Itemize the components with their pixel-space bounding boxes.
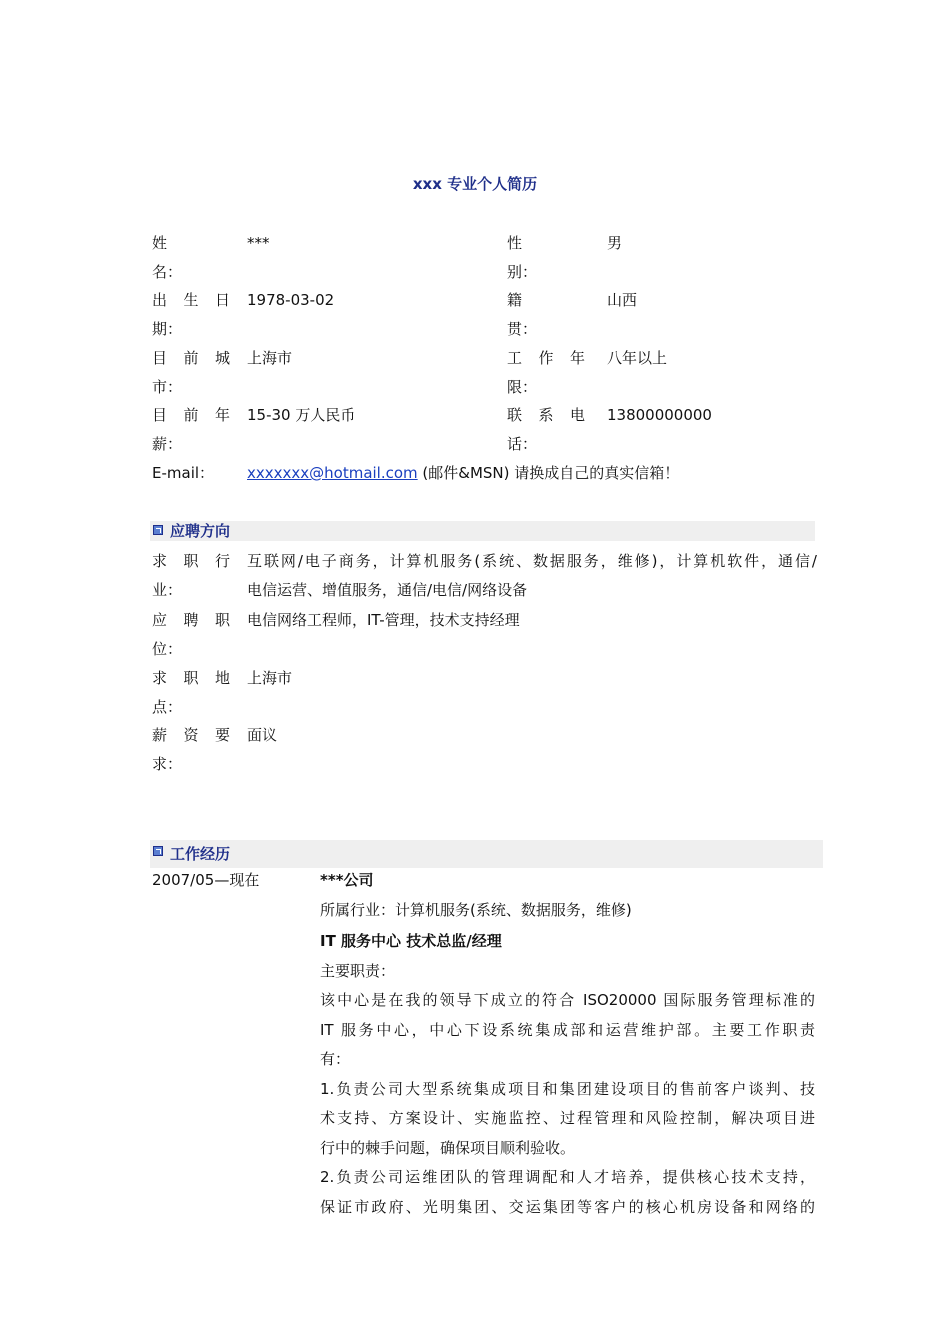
section-header-intent <box>150 521 815 541</box>
phone-value: 13800000000 <box>607 406 712 424</box>
years-value: 八年以上 <box>607 349 668 367</box>
salary-value: 15-30 万人民币 <box>247 406 356 424</box>
birth-value: 1978-03-02 <box>247 291 335 309</box>
section-arrow-icon <box>153 525 163 535</box>
work-description: 该中心是在我的领导下成立的符合 ISO20000 国际服务管理标准的 IT 服务中心，中心下设系统集成部和运营维护部。主要工作职责 有： 1.负责公司大型系统集成项目和集团建设项目的售前客户谈判、技 术支持、方案设计、实施监控、过程管理和风险控制，解决项目进 行中的棘手问题，确保项目顺利验收。 2.负责公司运维团队的管理调配和人才培养，提供核心技术支持， 保证市政府、光明集团、交运集团等客户的核心机房设备和网络的 <box>320 991 815 1216</box>
work-duties-label: 主要职责： <box>320 962 396 980</box>
work-role: IT 服务中心 技术总监/经理 <box>320 932 502 950</box>
section-header-work <box>150 840 823 868</box>
email-label: E-mail： <box>152 464 215 482</box>
work-period: 2007/05—现在 <box>152 871 260 889</box>
industry-value: 互联网/电子商务，计算机服务(系统、数据服务，维修)，计算机软件，通信/ 电信运营、增值服务，通信/电信/网络设备 <box>247 552 817 599</box>
native-value: 山西 <box>607 291 638 309</box>
work-company: ***公司 <box>320 871 374 889</box>
pay-label: 薪 资 要 求： <box>152 726 230 773</box>
salary-label: 目 前 年 薪： <box>152 406 230 453</box>
location-label: 求 职 地 点： <box>152 669 230 716</box>
birth-label: 出 生 日 期： <box>152 291 230 338</box>
phone-label: 联 系 电 话： <box>507 406 585 453</box>
name-value: *** <box>247 234 270 252</box>
work-industry: 所属行业：计算机服务(系统、数据服务，维修) <box>320 901 632 919</box>
email-note: (邮件&MSN) 请换成自己的真实信箱！ <box>417 464 680 482</box>
email-link[interactable]: xxxxxxx@hotmail.com <box>247 464 418 482</box>
native-label: 籍 贯： <box>507 291 538 338</box>
industry-label: 求 职 行 业： <box>152 552 230 599</box>
position-value: 电信网络工程师，IT-管理，技术支持经理 <box>247 611 520 629</box>
section-title-work: 工作经历 <box>170 845 231 863</box>
gender-value: 男 <box>607 234 623 252</box>
section-arrow-icon <box>153 846 163 856</box>
name-label: 姓 名： <box>152 234 183 281</box>
city-value: 上海市 <box>247 349 293 367</box>
section-title-intent: 应聘方向 <box>170 522 231 540</box>
email-line <box>247 459 679 488</box>
city-label: 目 前 城 市： <box>152 349 230 396</box>
gender-label: 性 别： <box>507 234 538 281</box>
pay-value: 面议 <box>247 726 278 744</box>
resume-title: xxx 专业个人简历 <box>412 175 538 193</box>
location-value: 上海市 <box>247 669 293 687</box>
years-label: 工 作 年 限： <box>507 349 585 396</box>
position-label: 应 聘 职 位： <box>152 611 230 658</box>
